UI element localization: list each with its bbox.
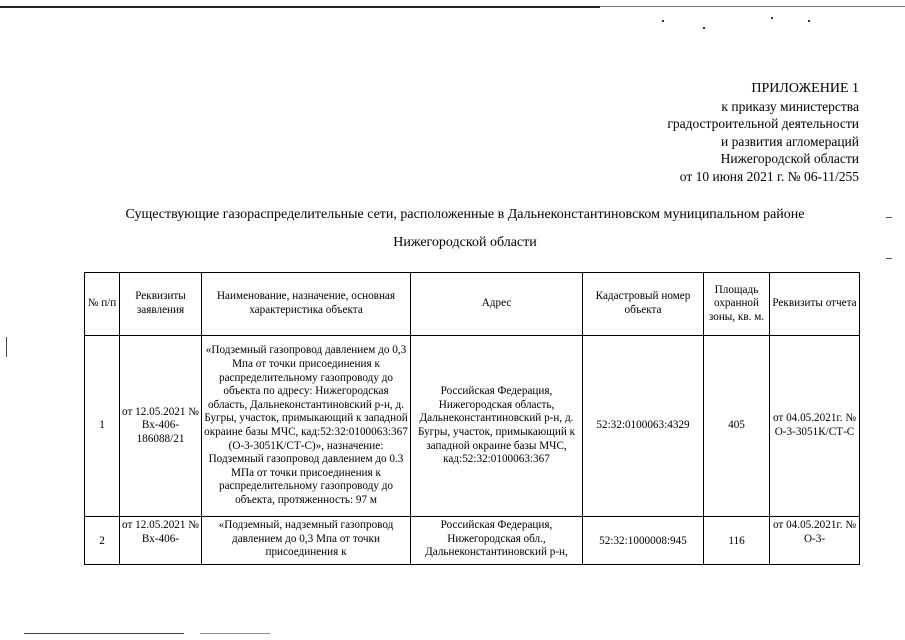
appendix-title: ПРИЛОЖЕНИЕ 1	[751, 81, 859, 96]
scan-margin-mark	[6, 337, 7, 357]
cell-num: 1	[85, 336, 120, 517]
scan-speck	[662, 20, 664, 22]
document-title-line2: Нижегородской области	[393, 235, 537, 250]
header-area: Площадь охранной зоны, кв. м.	[704, 273, 770, 336]
appendix-line: к приказу министерства	[721, 98, 859, 114]
appendix-order-date: от 10 июня 2021 г. № 06-11/255	[679, 168, 859, 184]
scan-edge-line	[600, 6, 905, 7]
cell-address: Российская Федерация, Нижегородская область, Дальнеконстантиновский р-н, д. Бугры, участок, примыкающий к западной окраине базы МЧС, кад:52:32:0100063:367	[411, 336, 583, 517]
table-row	[85, 336, 860, 517]
appendix-line: и развития агломераций	[720, 133, 859, 149]
cell-application: от 12.05.2021 № Вх-406-186088/21	[120, 336, 202, 517]
cell-report: от 04.05.2021г. № О-3-	[770, 517, 860, 565]
scan-speck	[808, 20, 810, 22]
header-report: Реквизиты отчета	[770, 273, 860, 336]
scan-edge-line	[200, 633, 270, 634]
gas-networks-table	[84, 272, 860, 565]
cell-cadastral: 52:32:1000008:945	[583, 517, 704, 565]
cell-num: 2	[85, 517, 120, 565]
cell-area: 116	[704, 517, 770, 565]
header-num: № п/п	[85, 273, 120, 336]
cell-application: от 12.05.2021 № Вх-406-	[120, 517, 202, 565]
appendix-line: Нижегородской области	[720, 151, 859, 166]
header-address: Адрес	[411, 273, 583, 336]
appendix-line: градостроительной деятельности	[667, 116, 859, 131]
cell-area: 405	[704, 336, 770, 517]
appendix-header	[667, 80, 859, 185]
scan-edge-line	[24, 633, 184, 634]
cell-description: «Подземный газопровод давлением до 0,3 Мпа от точки присоединения к распределительному газопроводу до объекта по адресу: Нижегородская область, Дальнеконстантиновский р-н, д. Бугры, участок, примыкающий к западной окраине базы МЧС, кад:52:32:0100063:367 (О-3-3051К/СТ-С)», назначение: Подземный газопровод давлением до 0.3 МПа от точки присоединения к распределительному газопроводу до объекта, протяженность: 97 м	[202, 336, 411, 517]
scan-speck	[703, 27, 705, 29]
scan-margin-mark	[886, 258, 892, 259]
header-application: Реквизиты заявления	[120, 273, 202, 336]
table-row	[85, 517, 860, 565]
cell-cadastral: 52:32:0100063:4329	[583, 336, 704, 517]
header-cadastral: Кадастровый номер объекта	[583, 273, 704, 336]
cell-address: Российская Федерация, Нижегородская обл., Дальнеконстантиновский р-н,	[411, 517, 583, 565]
header-description: Наименование, назначение, основная характеристика объекта	[202, 273, 411, 336]
table-header-row	[85, 273, 860, 336]
scan-speck	[771, 17, 773, 19]
cell-report: от 04.05.2021г. № О-3-3051К/СТ-С	[770, 336, 860, 517]
scan-edge-line	[0, 6, 600, 8]
cell-description: «Подземный, надземный газопровод давлением до 0,3 Мпа от точки присоединения к	[202, 517, 411, 565]
document-title: Существующие газораспределительные сети, расположенные в Дальнеконстантиновском муниципальном районе	[125, 207, 805, 222]
